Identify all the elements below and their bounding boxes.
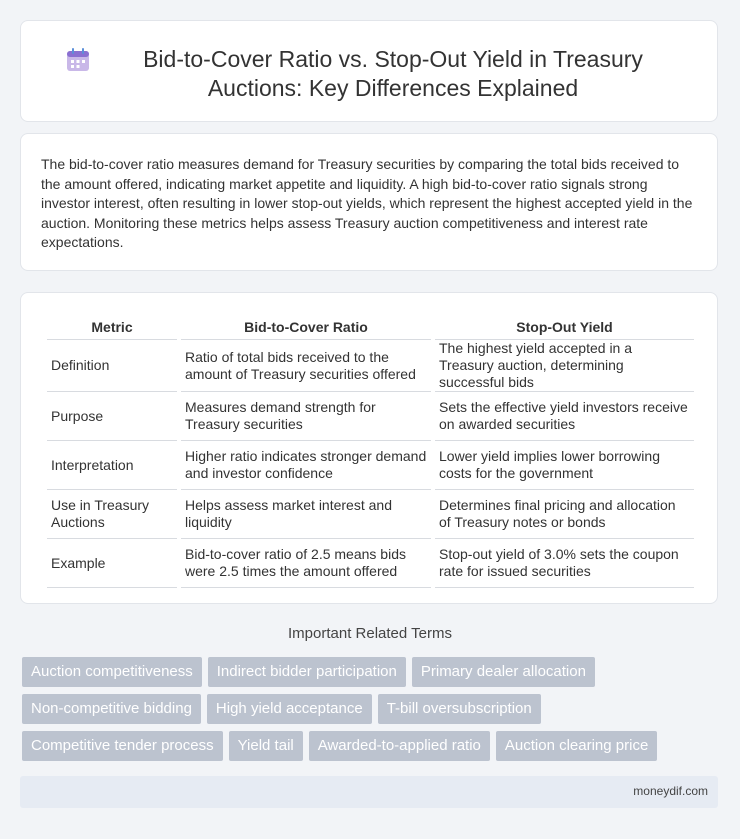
related-terms-heading: Important Related Terms <box>288 625 452 642</box>
table-cell: Stop-out yield of 3.0% sets the coupon rate for issued securities <box>435 539 694 588</box>
table-header-row <box>47 313 694 340</box>
table-cell: The highest yield accepted in a Treasury auction, determining successful bids <box>435 340 694 392</box>
term-tag[interactable]: Awarded-to-applied ratio <box>309 731 490 761</box>
table-cell: Helps assess market interest and liquidity <box>181 490 431 539</box>
calendar-icon <box>65 47 91 73</box>
intro-paragraph: The bid-to-cover ratio measures demand for Treasury securities by comparing the total bids received to the amount offered, indicating market appetite and liquidity. A high bid-to-cover ratio signals strong investor interest, often resulting in lower stop-out yields, which represent the highest accepted yield in the auction. Monitoring these metrics helps assess Treasury auction competitiveness and interest rate expectations. <box>41 156 693 250</box>
table-cell: Purpose <box>47 392 177 441</box>
intro-card <box>20 133 718 271</box>
table-row <box>47 441 694 490</box>
table-cell: Sets the effective yield investors receive on awarded securities <box>435 392 694 441</box>
table-cell: Lower yield implies lower borrowing costs for the government <box>435 441 694 490</box>
term-tag[interactable]: Non-competitive bidding <box>22 694 201 724</box>
term-tag[interactable]: Yield tail <box>229 731 303 761</box>
table-cell: Bid-to-cover ratio of 2.5 means bids were 2.5 times the amount offered <box>181 539 431 588</box>
table-cell: Definition <box>47 340 177 392</box>
table-cell: Use in Treasury Auctions <box>47 490 177 539</box>
term-tag[interactable]: Auction competitiveness <box>22 657 202 687</box>
table-row <box>47 539 694 588</box>
header-metric: Metric <box>47 313 177 340</box>
term-tag[interactable]: Competitive tender process <box>22 731 223 761</box>
term-row <box>22 731 722 761</box>
table-row <box>47 490 694 539</box>
term-tag[interactable]: Indirect bidder participation <box>208 657 406 687</box>
footer <box>20 776 718 808</box>
title-card <box>20 20 718 122</box>
term-tag[interactable]: T-bill oversubscription <box>378 694 541 724</box>
table-cell: Measures demand strength for Treasury securities <box>181 392 431 441</box>
table-cell: Determines final pricing and allocation of Treasury notes or bonds <box>435 490 694 539</box>
table-cell: Interpretation <box>47 441 177 490</box>
term-tag[interactable]: Primary dealer allocation <box>412 657 595 687</box>
table-cell: Example <box>47 539 177 588</box>
term-row <box>22 694 722 724</box>
page-title: Bid-to-Cover Ratio vs. Stop-Out Yield in Treasury Auctions: Key Differences Explained <box>143 46 643 101</box>
term-tag[interactable]: High yield acceptance <box>207 694 372 724</box>
comparison-table <box>43 313 698 588</box>
term-row <box>22 657 722 687</box>
table-row <box>47 392 694 441</box>
table-cell: Ratio of total bids received to the amount of Treasury securities offered <box>181 340 431 392</box>
table-row <box>47 340 694 392</box>
header-stop-out-yield: Stop-Out Yield <box>435 313 694 340</box>
footer-site-link[interactable]: moneydif.com <box>633 784 708 798</box>
header-bid-to-cover: Bid-to-Cover Ratio <box>181 313 431 340</box>
comparison-table-card <box>20 292 718 604</box>
term-tag[interactable]: Auction clearing price <box>496 731 657 761</box>
related-terms <box>22 657 722 768</box>
table-cell: Higher ratio indicates stronger demand and investor confidence <box>181 441 431 490</box>
